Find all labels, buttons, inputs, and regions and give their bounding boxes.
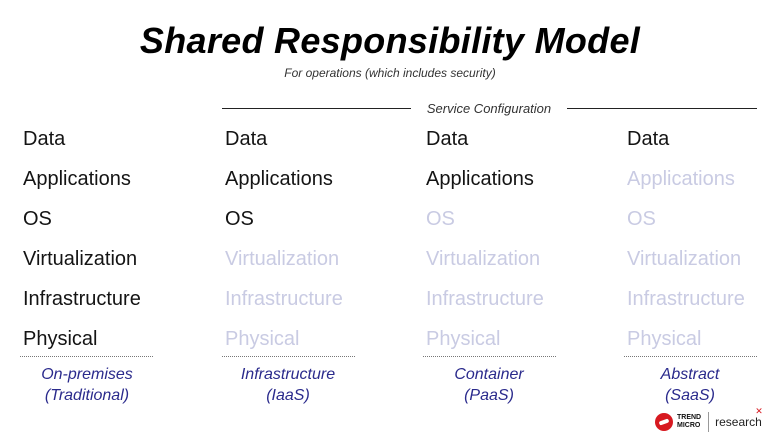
stack-layer: Data <box>627 128 670 150</box>
brand-logo <box>655 406 775 434</box>
page-title: Shared Responsibility Model <box>139 20 641 61</box>
service-config-label: Service Configuration <box>426 101 552 116</box>
stack-layer: Data <box>23 128 66 150</box>
stack-layer: OS <box>23 208 52 230</box>
footer-paas <box>419 364 559 406</box>
footer-type: (SaaS) <box>665 387 715 404</box>
brand-research-text: research <box>715 415 762 429</box>
stack-layer: Applications <box>627 168 735 190</box>
red-x-icon: ✕ <box>755 406 763 416</box>
column-paas <box>426 127 586 367</box>
column-iaas <box>225 127 385 367</box>
stack-layer: Virtualization <box>426 248 541 270</box>
footer-type: (Traditional) <box>44 387 130 404</box>
stack-layer: Applications <box>23 168 131 190</box>
stack-layer: Virtualization <box>627 248 742 270</box>
footer-iaas <box>218 364 358 406</box>
trend-micro-logo-icon <box>655 413 673 431</box>
service-config-line-right <box>567 108 757 109</box>
stack-layer: Physical <box>426 328 501 350</box>
footer-on-premises <box>17 364 157 406</box>
stack-layer: OS <box>426 208 455 230</box>
footer-type: (IaaS) <box>266 387 310 404</box>
footer-name: Infrastructure <box>240 366 336 383</box>
brand-research <box>715 406 763 429</box>
footer-name: On-premises <box>41 366 133 383</box>
footer-name: Abstract <box>660 366 720 383</box>
stack-layer: Applications <box>426 168 534 190</box>
stack-layer: Infrastructure <box>23 288 141 310</box>
stack-layer: Data <box>225 128 268 150</box>
footer-type: (PaaS) <box>464 387 514 404</box>
footer-saas <box>620 364 760 406</box>
footer-name: Container <box>454 366 524 383</box>
stack-layer: Physical <box>627 328 702 350</box>
divider <box>20 356 153 357</box>
divider <box>423 356 556 357</box>
stack-layer: OS <box>225 208 254 230</box>
stack-layer: Virtualization <box>23 248 138 270</box>
brand-wordmark <box>677 414 701 430</box>
stack-layer: Infrastructure <box>426 288 544 310</box>
stack-layer: Physical <box>225 328 300 350</box>
stack-layer: Data <box>426 128 469 150</box>
column-saas <box>627 127 780 367</box>
stack-layer: Physical <box>23 328 98 350</box>
stack-layer: OS <box>627 208 656 230</box>
brand-separator <box>708 412 709 432</box>
divider <box>624 356 757 357</box>
stack-layer: Applications <box>225 168 333 190</box>
brand-line-1: TREND <box>677 414 702 421</box>
divider <box>222 356 355 357</box>
stack-layer: Infrastructure <box>627 288 745 310</box>
service-config-line-left <box>222 108 411 109</box>
page-subtitle: For operations (which includes security) <box>284 66 496 80</box>
brand-line-2: MICRO <box>677 422 701 429</box>
column-on-premises <box>23 127 183 367</box>
stack-layer: Infrastructure <box>225 288 343 310</box>
stack-layer: Virtualization <box>225 248 340 270</box>
